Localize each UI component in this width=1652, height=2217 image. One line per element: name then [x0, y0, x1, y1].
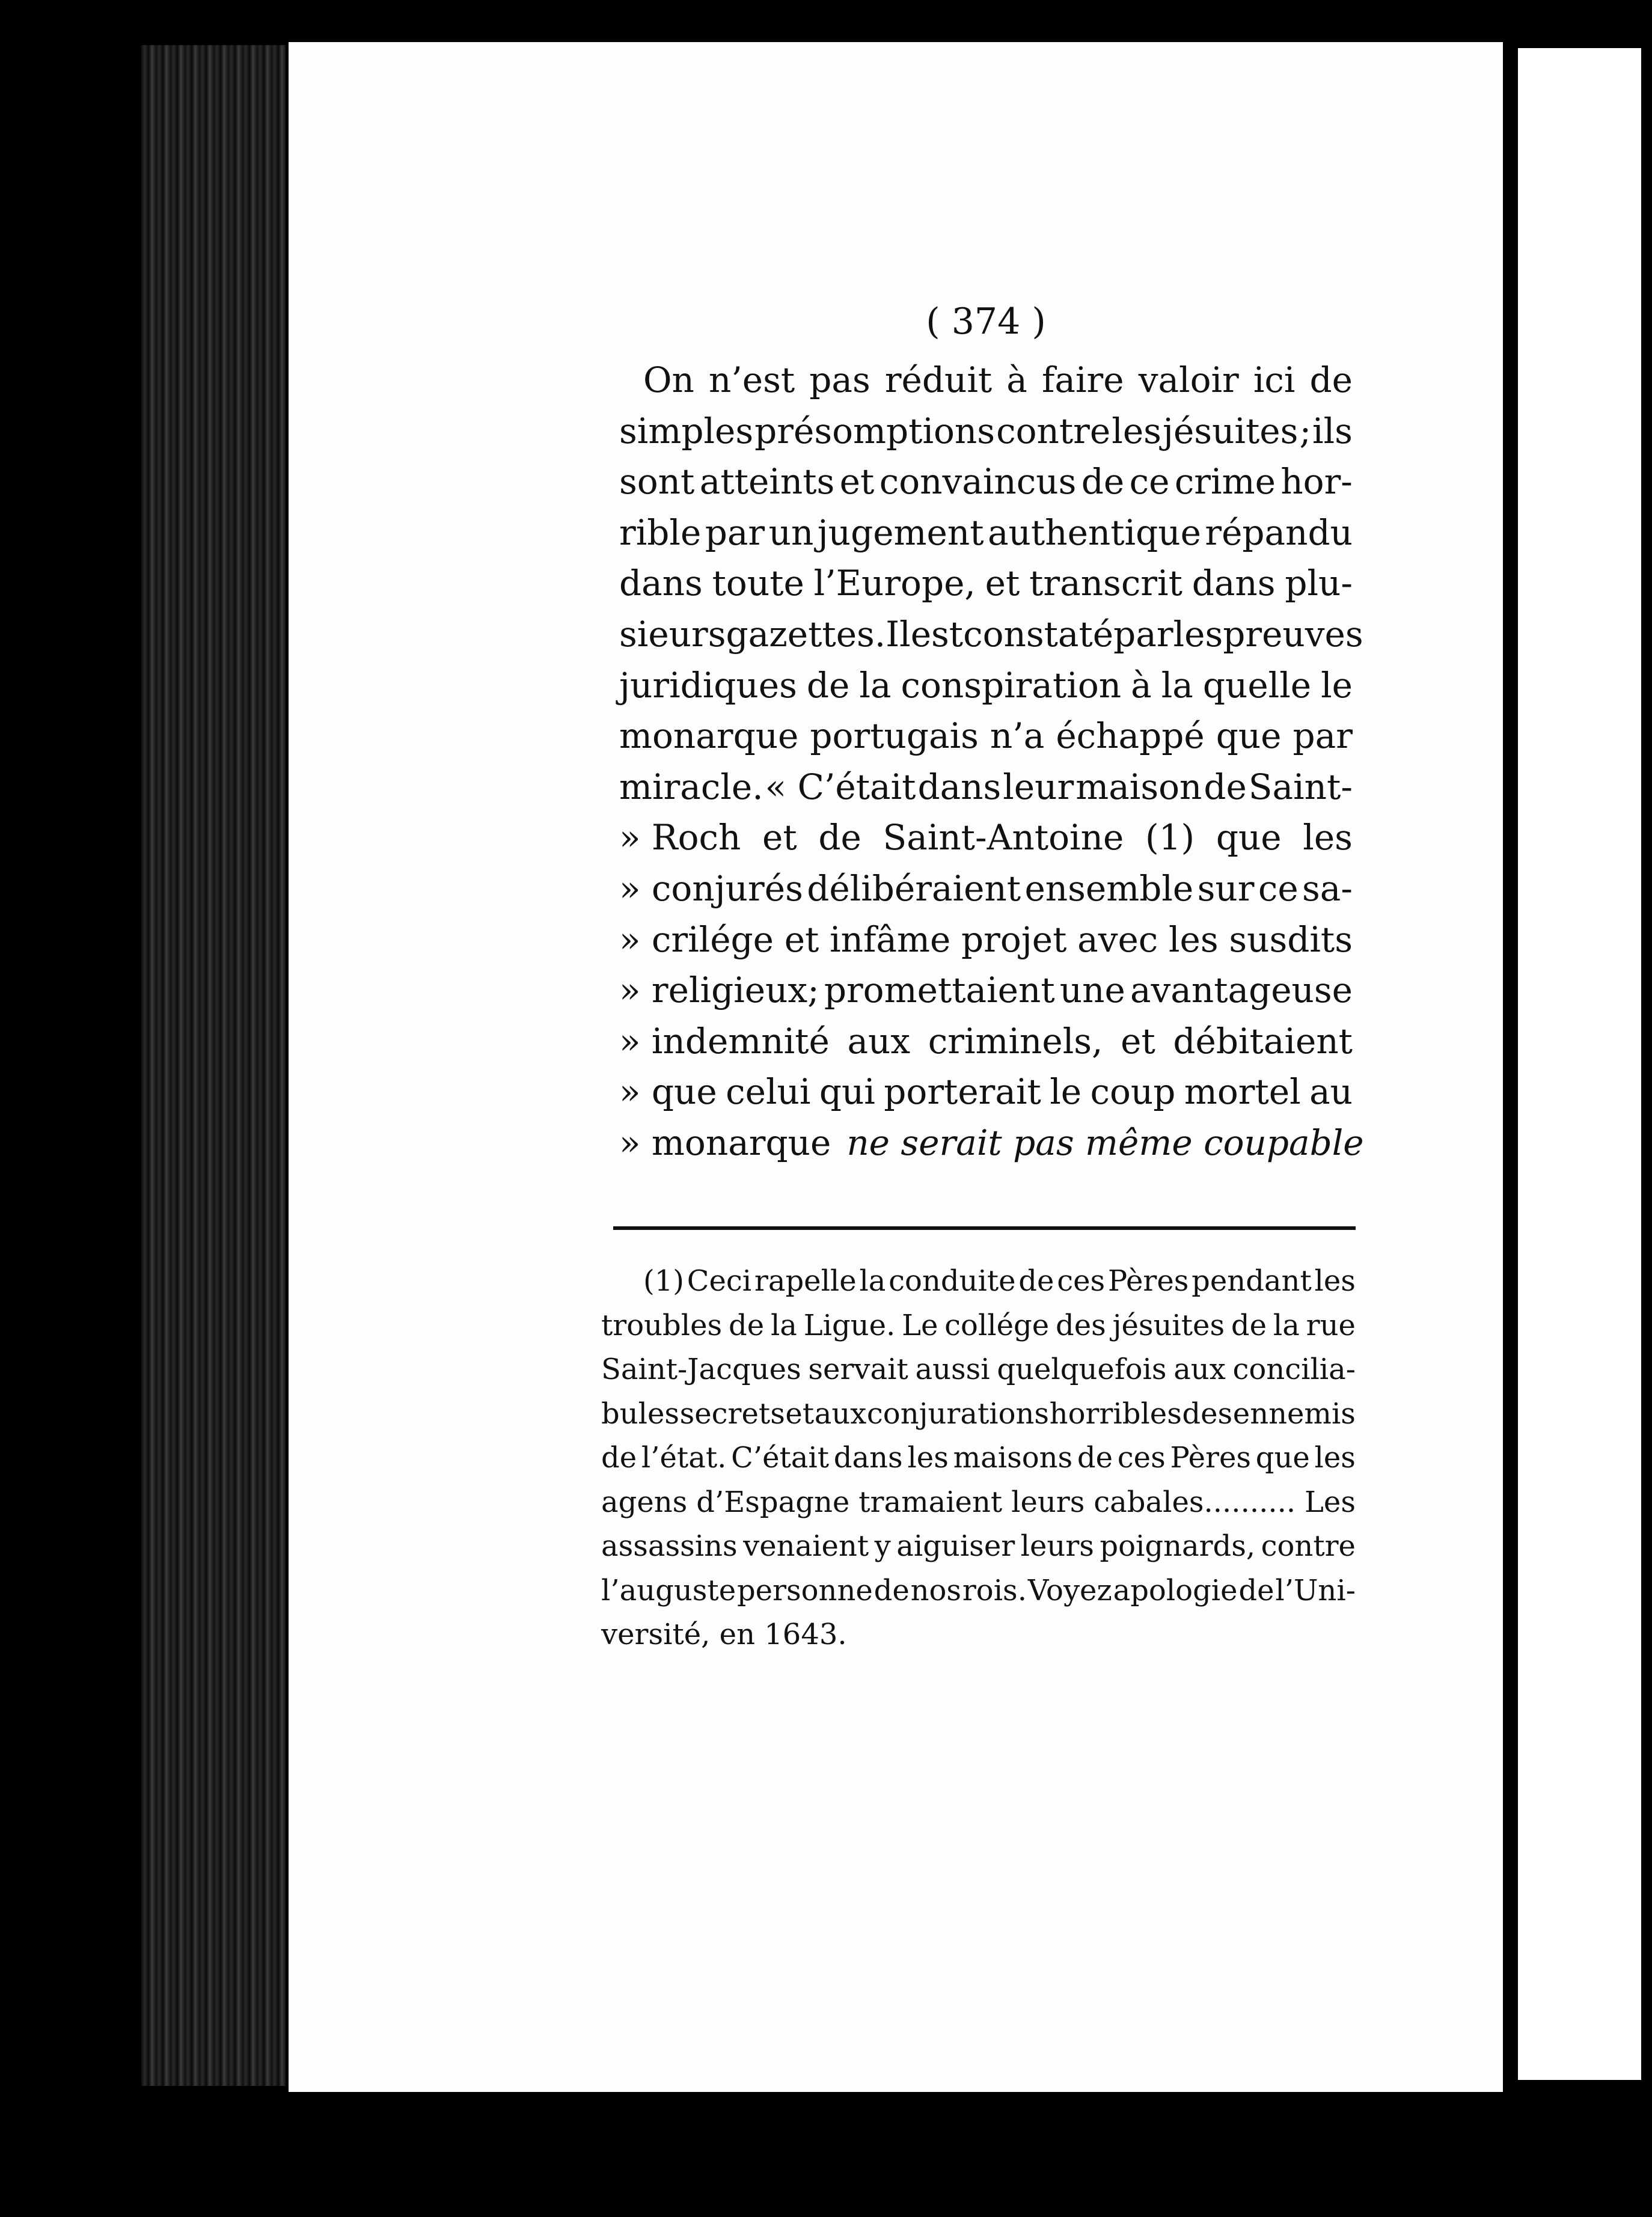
body-word: (1) [1145, 817, 1195, 858]
body-word: » crilége [619, 919, 774, 960]
body-last-italic: ne serait pas même coupable [846, 1122, 1364, 1163]
body-word: de [1081, 461, 1125, 503]
body-word: est [910, 613, 964, 655]
footnote-word: Saint-Jacques [601, 1353, 801, 1386]
body-word: échappé [1056, 715, 1205, 757]
footnote-word: pendant [1192, 1264, 1312, 1298]
footnote-word: Les [1305, 1485, 1356, 1519]
footnote-word: de [601, 1441, 637, 1475]
footnote-word: de [728, 1308, 765, 1342]
footnote-line-last: versité, en 1643. [601, 1618, 847, 1651]
body-word: le [1050, 1071, 1082, 1113]
body-word: une [1059, 970, 1125, 1011]
body-word: faire [1041, 359, 1124, 400]
body-line [619, 914, 1353, 965]
footnote-line [601, 1348, 1356, 1392]
body-word: Il [886, 613, 911, 655]
footnote-word: Pères [1170, 1441, 1251, 1475]
body-word: et [762, 817, 797, 858]
footnote-line [601, 1259, 1356, 1304]
body-line [619, 558, 1353, 609]
footnote-word: personne [736, 1573, 873, 1607]
body-last-plain: » monarque [619, 1122, 831, 1163]
footnote-word: aux [814, 1396, 867, 1431]
footnote-line [601, 1481, 1356, 1525]
body-word: dans [619, 563, 703, 604]
body-word: et [784, 919, 819, 960]
footnote-word: l’Uni- [1275, 1573, 1356, 1607]
body-word: avec [1077, 919, 1158, 960]
body-line [619, 863, 1353, 914]
footnote-word: contre [1261, 1529, 1356, 1563]
footnote-word: horribles [1049, 1396, 1182, 1431]
body-line [619, 812, 1353, 863]
footnote-word: C’était [731, 1441, 830, 1475]
body-word: Saint-Antoine [883, 817, 1124, 858]
footnote-word: assassins [601, 1529, 738, 1563]
body-word: leur [1003, 766, 1074, 807]
body-word: un [768, 512, 814, 553]
body-word: répandu [1205, 512, 1353, 553]
facing-page-edge [1518, 48, 1641, 2080]
footnote-word: y [874, 1529, 891, 1563]
body-word: l’Europe, [813, 563, 976, 604]
footnote-word: ennemis [1232, 1396, 1356, 1431]
body-word: les [1173, 613, 1223, 655]
body-word: gazettes. [726, 613, 886, 655]
footnote-word: apologie [1113, 1573, 1238, 1607]
footnote-word: Voyez [1027, 1573, 1112, 1607]
body-word: dans [917, 766, 1002, 807]
footnote-word: les [907, 1441, 949, 1475]
body-word: délibéraient [807, 867, 1021, 909]
body-word: à [1131, 664, 1152, 706]
body-word: valoir [1138, 359, 1239, 400]
footnote-word: de [1231, 1308, 1267, 1342]
body-word: quelle [1202, 664, 1312, 706]
body-word: jugement [817, 512, 984, 553]
body-word: ; [1299, 410, 1311, 451]
body-word: la [859, 664, 892, 706]
body-word: sur [1197, 867, 1255, 909]
footnote-word: nos [910, 1573, 962, 1607]
body-word: crime [1174, 461, 1276, 503]
footnote-word: des [1056, 1308, 1106, 1342]
body-word: » Roch [619, 817, 741, 858]
footnote-word: les [1314, 1264, 1356, 1298]
body-line [619, 406, 1353, 457]
footnote-word: aiguiser [896, 1529, 1015, 1563]
footnote-word: que [1255, 1441, 1310, 1475]
footnote-word: ces [1057, 1264, 1106, 1298]
footnote-word: ces [1117, 1441, 1166, 1475]
body-word: qui [819, 1071, 875, 1113]
body-word: n’a [990, 715, 1045, 757]
footnote-line [601, 1524, 1356, 1569]
footnote-word: concilia- [1232, 1353, 1356, 1386]
body-text [619, 355, 1364, 1169]
body-word: de [818, 817, 861, 858]
body-word: réduit [884, 359, 993, 400]
body-word: promettaient [824, 970, 1055, 1011]
body-line [619, 660, 1353, 711]
footnote-word: rois. [962, 1573, 1027, 1607]
footnote-word: venaient [743, 1529, 869, 1563]
footnote-line [601, 1392, 1356, 1437]
footnote-line [601, 1304, 1356, 1348]
body-word: » indemnité [619, 1020, 830, 1062]
body-word: le [1321, 664, 1353, 706]
body-word: que [1216, 715, 1282, 757]
footnote-word: de [873, 1573, 910, 1607]
body-word: les [1169, 919, 1219, 960]
body-word: conspiration [901, 664, 1122, 706]
footnote-word: les [1314, 1441, 1356, 1475]
body-word: sa- [1302, 867, 1353, 909]
footnote-word: leurs [1011, 1485, 1085, 1519]
body-word: de [1204, 766, 1247, 807]
body-word: au [1309, 1071, 1353, 1113]
body-word: hor- [1280, 461, 1353, 503]
body-word: porterait [884, 1071, 1041, 1113]
body-line [619, 609, 1363, 660]
body-word: mortel [1184, 1071, 1301, 1113]
footnote-word: dans [833, 1441, 903, 1475]
body-word: rible [619, 512, 702, 553]
footnote-word: la [770, 1308, 797, 1342]
body-word: contre [996, 410, 1111, 451]
body-word: coup [1090, 1071, 1176, 1113]
footnote-word: Ceci [687, 1264, 752, 1298]
body-word: convaincus [879, 461, 1077, 503]
body-word: dans [1192, 563, 1276, 604]
footnote-word: cabales.......... [1094, 1485, 1296, 1519]
footnote-word: troubles [601, 1308, 723, 1342]
footnote-word: l’état. [641, 1441, 727, 1475]
body-word: projet [961, 919, 1067, 960]
footnote-word: de [1238, 1573, 1274, 1607]
body-word: présomptions [754, 410, 996, 451]
body-word: ensemble [1024, 867, 1194, 909]
body-word: celui [726, 1071, 811, 1113]
body-word: et [985, 563, 1020, 604]
body-word: par [705, 512, 765, 553]
body-line [619, 507, 1353, 558]
body-line [619, 1066, 1353, 1118]
footnote-word: l’auguste [601, 1573, 736, 1607]
body-word: simples [619, 410, 754, 451]
footnote-divider [613, 1226, 1356, 1230]
body-word: par [1113, 613, 1173, 655]
page-number: ( 374 ) [926, 301, 1046, 343]
body-word: ce [1129, 461, 1170, 503]
footnote-word: jésuites [1112, 1308, 1225, 1342]
footnote-word: de [1018, 1264, 1054, 1298]
body-word: » que [619, 1071, 717, 1113]
footnote-word: rue [1306, 1308, 1356, 1342]
body-line-last [619, 1118, 1364, 1169]
body-word: les [1112, 410, 1161, 451]
footnote-word: rapelle [754, 1264, 857, 1298]
body-word: juridiques [619, 664, 797, 706]
body-word: criminels, [928, 1020, 1103, 1062]
body-word: de [1309, 359, 1353, 400]
body-word: monarque [619, 715, 799, 757]
footnote-word: Le [902, 1308, 938, 1342]
body-word: authentique [987, 512, 1201, 553]
book-page-edges [141, 45, 286, 2086]
footnote-word: secrets [679, 1396, 785, 1431]
body-word: débitaient [1173, 1020, 1353, 1062]
body-word: par [1293, 715, 1353, 757]
body-word: constaté [963, 613, 1114, 655]
footnote-text [601, 1259, 1356, 1657]
body-word: ils [1312, 410, 1353, 451]
footnote-line [601, 1436, 1356, 1481]
footnote-word: Pères [1107, 1264, 1189, 1298]
body-line [619, 456, 1353, 507]
body-word: aux [847, 1020, 911, 1062]
footnote-word: leurs [1020, 1529, 1094, 1563]
body-word: que [1216, 817, 1282, 858]
footnote-line [601, 1569, 1356, 1613]
body-line [619, 965, 1353, 1016]
footnote-word: aux [1173, 1353, 1226, 1386]
body-word: sieurs [619, 613, 726, 655]
body-word: toute [712, 563, 804, 604]
body-line [619, 711, 1353, 762]
body-word: « C’était [765, 766, 916, 807]
body-word: » conjurés [619, 867, 803, 909]
body-word: preuves [1223, 613, 1363, 655]
body-line [619, 1016, 1353, 1067]
footnote-word: bules [601, 1396, 680, 1431]
body-word: miracle. [619, 766, 763, 807]
body-word: infâme [830, 919, 951, 960]
body-word: Saint- [1248, 766, 1353, 807]
body-word: et [1121, 1020, 1155, 1062]
footnote-word: servait [808, 1353, 908, 1386]
footnote-word: quelquefois [997, 1353, 1167, 1386]
footnote-word: agens [601, 1485, 688, 1519]
body-line [619, 355, 1353, 406]
body-word: atteints [699, 461, 835, 503]
body-word: maison [1075, 766, 1202, 807]
body-word: » religieux; [619, 970, 819, 1011]
body-word: et [839, 461, 875, 503]
footnote-word: conjurations [866, 1396, 1050, 1431]
body-word: les [1303, 817, 1353, 858]
body-word: n’est [708, 359, 795, 400]
body-word: transcrit [1029, 563, 1182, 604]
body-word: de [806, 664, 850, 706]
footnote-word: et [785, 1396, 815, 1431]
footnote-word: la [859, 1264, 886, 1298]
footnote-word: Ligue. [803, 1308, 896, 1342]
footnote-word: conduite [889, 1264, 1016, 1298]
body-word: sont [619, 461, 695, 503]
body-word: ici [1253, 359, 1296, 400]
footnote-word: (1) [643, 1264, 684, 1298]
footnote-word: collége [944, 1308, 1050, 1342]
body-word: plu- [1285, 563, 1353, 604]
body-line [619, 762, 1353, 813]
body-word: portugais [810, 715, 979, 757]
body-word: ce [1258, 867, 1299, 909]
body-word: avantageuse [1130, 970, 1353, 1011]
footnote-word: la [1273, 1308, 1300, 1342]
body-word: On [643, 359, 694, 400]
footnote-word: tramaient [858, 1485, 1003, 1519]
footnote-word: de [1077, 1441, 1113, 1475]
footnote-word: aussi [915, 1353, 990, 1386]
body-word: pas [809, 359, 870, 400]
footnote-word: maisons [953, 1441, 1073, 1475]
footnote-word: d’Espagne [696, 1485, 850, 1519]
footnote-word: poignards, [1100, 1529, 1256, 1563]
body-word: jésuites [1163, 410, 1299, 451]
body-word: la [1161, 664, 1193, 706]
body-word: à [1006, 359, 1027, 400]
body-word: susdits [1229, 919, 1353, 960]
footnote-word: des [1182, 1396, 1233, 1431]
